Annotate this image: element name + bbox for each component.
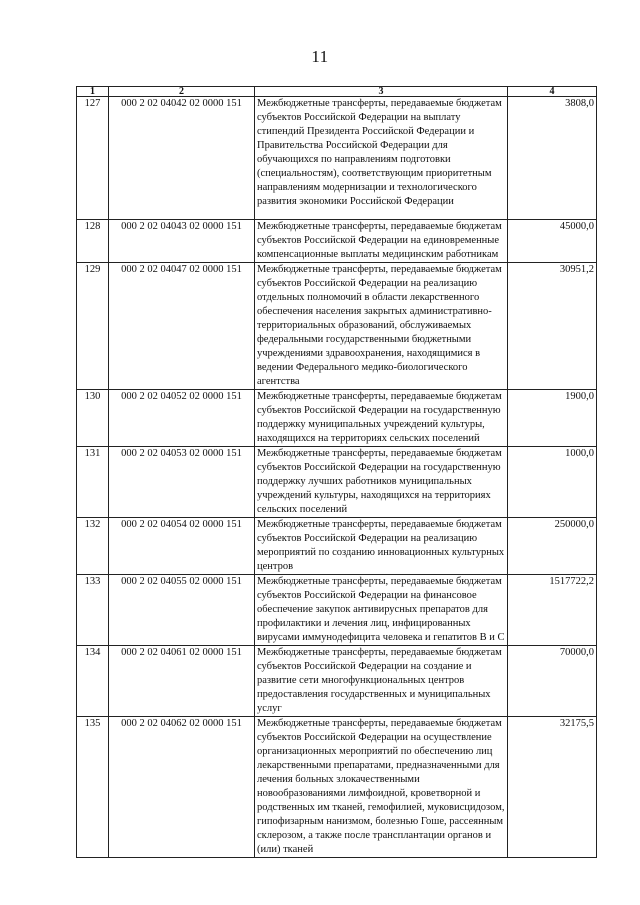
- table-row: [77, 97, 597, 220]
- row-number: 134: [77, 646, 109, 717]
- row-number: 131: [77, 447, 109, 518]
- row-amount: 30951,2: [508, 263, 597, 390]
- row-number: 130: [77, 390, 109, 447]
- budget-code: 000 2 02 04043 02 0000 151: [109, 220, 255, 263]
- column-header-2: 2: [109, 87, 255, 97]
- budget-code: 000 2 02 04052 02 0000 151: [109, 390, 255, 447]
- row-number: 127: [77, 97, 109, 220]
- row-number: 133: [77, 575, 109, 646]
- row-amount: 3808,0: [508, 97, 597, 220]
- table-row: [77, 717, 597, 858]
- table-row: [77, 220, 597, 263]
- row-description: Межбюджетные трансферты, передаваемые бюджетам субъектов Российской Федерации на государственную поддержку муниципальных учреждений культуры, находящихся на территориях сельских поселений: [255, 390, 508, 447]
- row-description: Межбюджетные трансферты, передаваемые бюджетам субъектов Российской Федерации на государственную поддержку лучших работников муниципальных учреждений культуры, находящихся на территориях сельских поселений: [255, 447, 508, 518]
- budget-code: 000 2 02 04055 02 0000 151: [109, 575, 255, 646]
- table-row: [77, 263, 597, 390]
- row-amount: 70000,0: [508, 646, 597, 717]
- column-header-1: 1: [77, 87, 109, 97]
- column-header-4: 4: [508, 87, 597, 97]
- row-amount: 1900,0: [508, 390, 597, 447]
- table-row: [77, 447, 597, 518]
- column-header-3: 3: [255, 87, 508, 97]
- budget-code: 000 2 02 04062 02 0000 151: [109, 717, 255, 858]
- row-number: 128: [77, 220, 109, 263]
- row-number: 129: [77, 263, 109, 390]
- table-row: [77, 390, 597, 447]
- row-description: Межбюджетные трансферты, передаваемые бюджетам субъектов Российской Федерации на финансовое обеспечение закупок антивирусных препаратов для профилактики и лечения лиц, инфицированных вирусами иммунодефицита человека и гепатитов В и С: [255, 575, 508, 646]
- budget-table: [76, 86, 597, 858]
- budget-code: 000 2 02 04061 02 0000 151: [109, 646, 255, 717]
- row-description: Межбюджетные трансферты, передаваемые бюджетам субъектов Российской Федерации на единовременные компенсационные выплаты медицинским работникам: [255, 220, 508, 263]
- row-amount: 250000,0: [508, 518, 597, 575]
- row-amount: 1517722,2: [508, 575, 597, 646]
- row-description: Межбюджетные трансферты, передаваемые бюджетам субъектов Российской Федерации на реализацию отдельных полномочий в области лекарственного обеспечения населения закрытых административно-территориальных образований, обслуживаемых федеральными государственными бюджетными учреждениями здравоохранения, находящимися в ведении Федерального медико-биологического агентства: [255, 263, 508, 390]
- row-number: 132: [77, 518, 109, 575]
- table-header-row: [77, 87, 597, 97]
- budget-code: 000 2 02 04054 02 0000 151: [109, 518, 255, 575]
- row-description: Межбюджетные трансферты, передаваемые бюджетам субъектов Российской Федерации на осуществление организационных мероприятий по обеспечению лиц лекарственными препаратами, предназначенными для лечения больных злокачественными новообразованиями лимфоидной, кроветворной и родственных им тканей, гемофилией, муковисцидозом, гипофизарным нанизмом, болезнью Гоше, рассеянным склерозом, а также после трансплантации органов и (или) тканей: [255, 717, 508, 858]
- budget-code: 000 2 02 04042 02 0000 151: [109, 97, 255, 220]
- table-row: [77, 518, 597, 575]
- row-amount: 1000,0: [508, 447, 597, 518]
- row-amount: 32175,5: [508, 717, 597, 858]
- row-description: Межбюджетные трансферты, передаваемые бюджетам субъектов Российской Федерации на реализацию мероприятий по созданию инновационных культурных центров: [255, 518, 508, 575]
- table-row: [77, 575, 597, 646]
- row-number: 135: [77, 717, 109, 858]
- budget-code: 000 2 02 04047 02 0000 151: [109, 263, 255, 390]
- row-description: Межбюджетные трансферты, передаваемые бюджетам субъектов Российской Федерации на выплату стипендий Президента Российской Федерации и Правительства Российской Федерации для обучающихся по направлениям подготовки (специальностям), соответствующим приоритетным направлениям модернизации и технологического развития экономики Российской Федерации: [255, 97, 508, 220]
- row-description: Межбюджетные трансферты, передаваемые бюджетам субъектов Российской Федерации на создание и развитие сети многофункциональных центров предоставления государственных и муниципальных услуг: [255, 646, 508, 717]
- row-amount: 45000,0: [508, 220, 597, 263]
- table-row: [77, 646, 597, 717]
- budget-code: 000 2 02 04053 02 0000 151: [109, 447, 255, 518]
- page-number: 11: [311, 47, 329, 66]
